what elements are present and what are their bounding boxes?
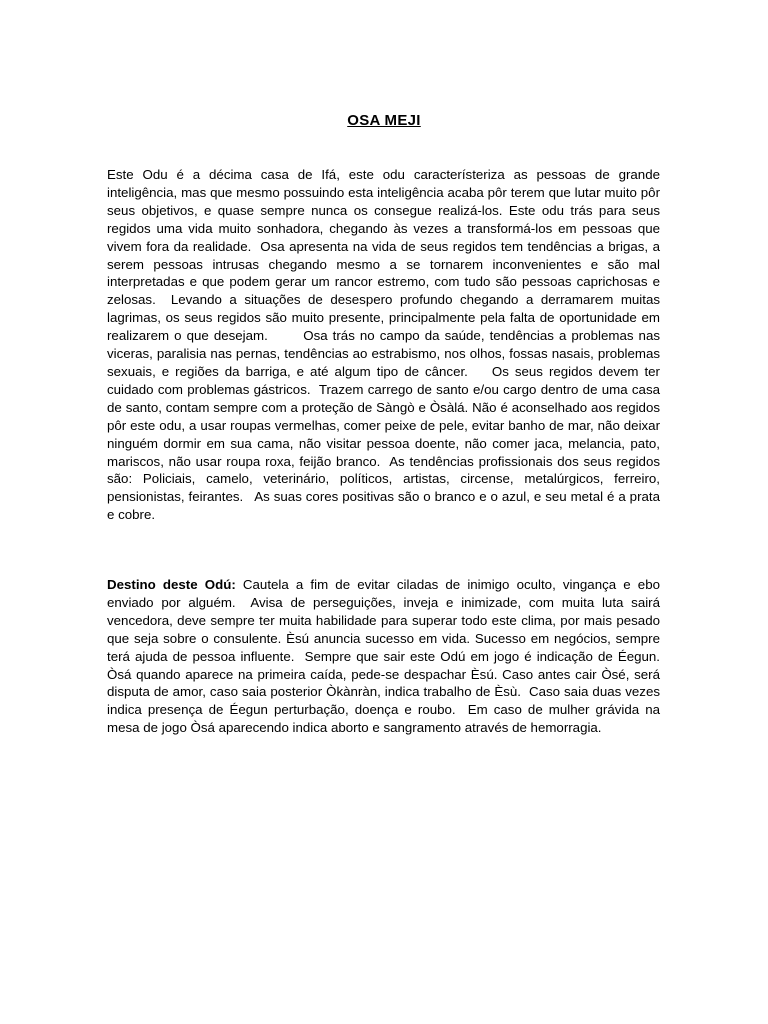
paragraph-lead-heading: Destino deste Odú: <box>107 577 236 592</box>
document-title: OSA MEJI <box>347 112 421 129</box>
paragraph-destiny-body: Cautela a fim de evitar ciladas de inimigo oculto, vingança e ebo enviado por alguém. Avisa de perseguições, inveja e inimizade, com muita luta sairá vencedora, deve sempre ter muita habilidade para superar todo este clima, por mais pesado que seja sobre o consulente. Èsú anuncia sucesso em vida. Sucesso em negócios, sempre terá ajuda de pessoa influente. Sempre que sair este Odú em jogo é indicação de Éegun. Òsá quando aparece na primeira caída, pede-se despachar Èsú. Caso antes cair Òsé, será disputa de amor, caso saia posterior Òkànràn, indica trabalho de Èsù. Caso saia duas vezes indica presença de Éegun perturbação, doença e roubo. Em caso de mulher grávida na mesa de jogo Òsá aparecendo indica aborto e sangramento através de hemorragia. <box>107 577 668 736</box>
paragraph-characteristics: Este Odu é a décima casa de Ifá, este odu característeriza as pessoas de grande inteligência, mas que mesmo possuindo esta inteligência acaba pôr terem que lutar muito pôr seus objetivos, e quase sempre nunca os consegue realizá-los. Este odu trás para seus regidos uma vida muito sonhadora, chegando às vezes a transformá-los em pessoas que vivem fora da realidade. Osa apresenta na vida de seus regidos tem tendências a brigas, a serem pessoas intrusas chegando mesmo a se tornarem inconvenientes e são mal interpretadas e que podem gerar um rancor estremo, com tudo são pessoas caprichosas e zelosas. Levando a situações de desespero profundo chegando a derramarem muitas lagrimas, os seus regidos são muito presente, principalmente pela falta de oportunidade em realizarem o que desejam. Osa trás no campo da saúde, tendências a problemas nas viceras, paralisia nas pernas, tendências ao estrabismo, nos olhos, fossas nasais, problemas sexuais, e regiões da barriga, e até algum tipo de câncer. Os seus regidos devem ter cuidado com problemas gástricos. Trazem carrego de santo e/ou cargo dentro de uma casa de santo, contam sempre com a proteção de Sàngò e Òsàlá. Não é aconselhado aos regidos pôr este odu, a usar roupas vermelhas, comer peixe de pele, evitar banho de mar, não deixar ninguém dormir em sua cama, não visitar pessoa doente, não comer jaca, melancia, pato, mariscos, não usar roupa roxa, feijão branco. As tendências profissionais dos seus regidos são: Policiais, camelo, veterinário, políticos, artistas, circense, metalúrgicos, ferreiro, pensionistas, feirantes. As suas cores positivas são o branco e o azul, e seu metal é a prata e cobre. <box>107 167 664 523</box>
paragraph-destiny <box>107 576 668 737</box>
